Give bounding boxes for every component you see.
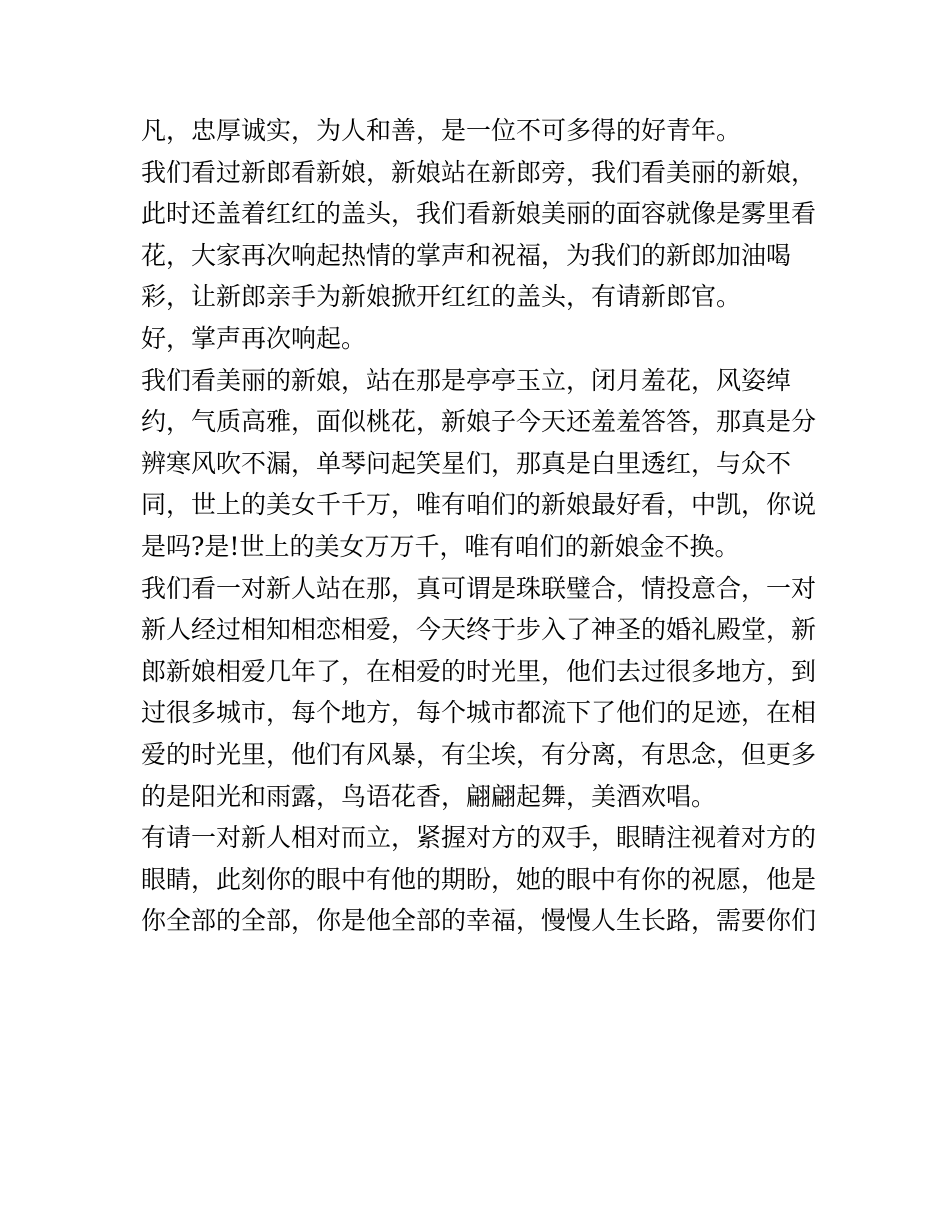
body-text xyxy=(141,110,821,942)
text-line: 你全部的全部，你是他全部的幸福，慢慢人生长路，需要你们 xyxy=(141,906,817,936)
text-line: 花，大家再次响起热情的掌声和祝福，为我们的新郎加油喝 xyxy=(141,240,792,270)
text-line: 彩，让新郎亲手为新娘掀开红红的盖头，有请新郎官。 xyxy=(141,282,742,312)
text-line: 我们看美丽的新娘，站在那是亭亭玉立，闭月羞花，风姿绰 xyxy=(141,365,792,395)
text-line: 辨寒风吹不漏，单琴问起笑星们，那真是白里透红，与众不 xyxy=(141,448,792,478)
text-line: 约，气质高雅，面似桃花，新娘子今天还羞羞答答，那真是分 xyxy=(141,407,817,437)
text-line: 眼睛，此刻你的眼中有他的期盼，她的眼中有你的祝愿，他是 xyxy=(141,864,817,894)
text-line: 凡，忠厚诚实，为人和善，是一位不可多得的好青年。 xyxy=(141,116,742,145)
text-line: 我们看一对新人站在那，真可谓是珠联璧合，情投意合，一对 xyxy=(141,573,817,603)
text-line: 同，世上的美女千千万，唯有咱们的新娘最好看，中凯，你说 xyxy=(141,490,817,520)
text-line: 爱的时光里，他们有风暴，有尘埃，有分离，有思念，但更多 xyxy=(141,739,817,769)
text-line: 我们看过新郎看新娘，新娘站在新郎旁，我们看美丽的新娘， xyxy=(141,157,817,187)
text-line: 过很多城市，每个地方，每个城市都流下了他们的足迹，在相 xyxy=(141,698,817,728)
text-line: 是吗?是!世上的美女万万千，唯有咱们的新娘金不换。 xyxy=(141,531,740,561)
text-line: 有请一对新人相对而立，紧握对方的双手，眼睛注视着对方的 xyxy=(141,823,817,853)
text-line: 郎新娘相爱几年了，在相爱的时光里，他们去过很多地方，到 xyxy=(141,656,817,686)
text-line: 此时还盖着红红的盖头，我们看新娘美丽的面容就像是雾里看 xyxy=(141,199,817,229)
text-line: 的是阳光和雨露，鸟语花香，翩翩起舞，美酒欢唱。 xyxy=(141,781,717,811)
text-line: 好，掌声再次响起。 xyxy=(141,323,367,353)
text-line: 新人经过相知相恋相爱，今天终于步入了神圣的婚礼殿堂，新 xyxy=(141,615,817,645)
